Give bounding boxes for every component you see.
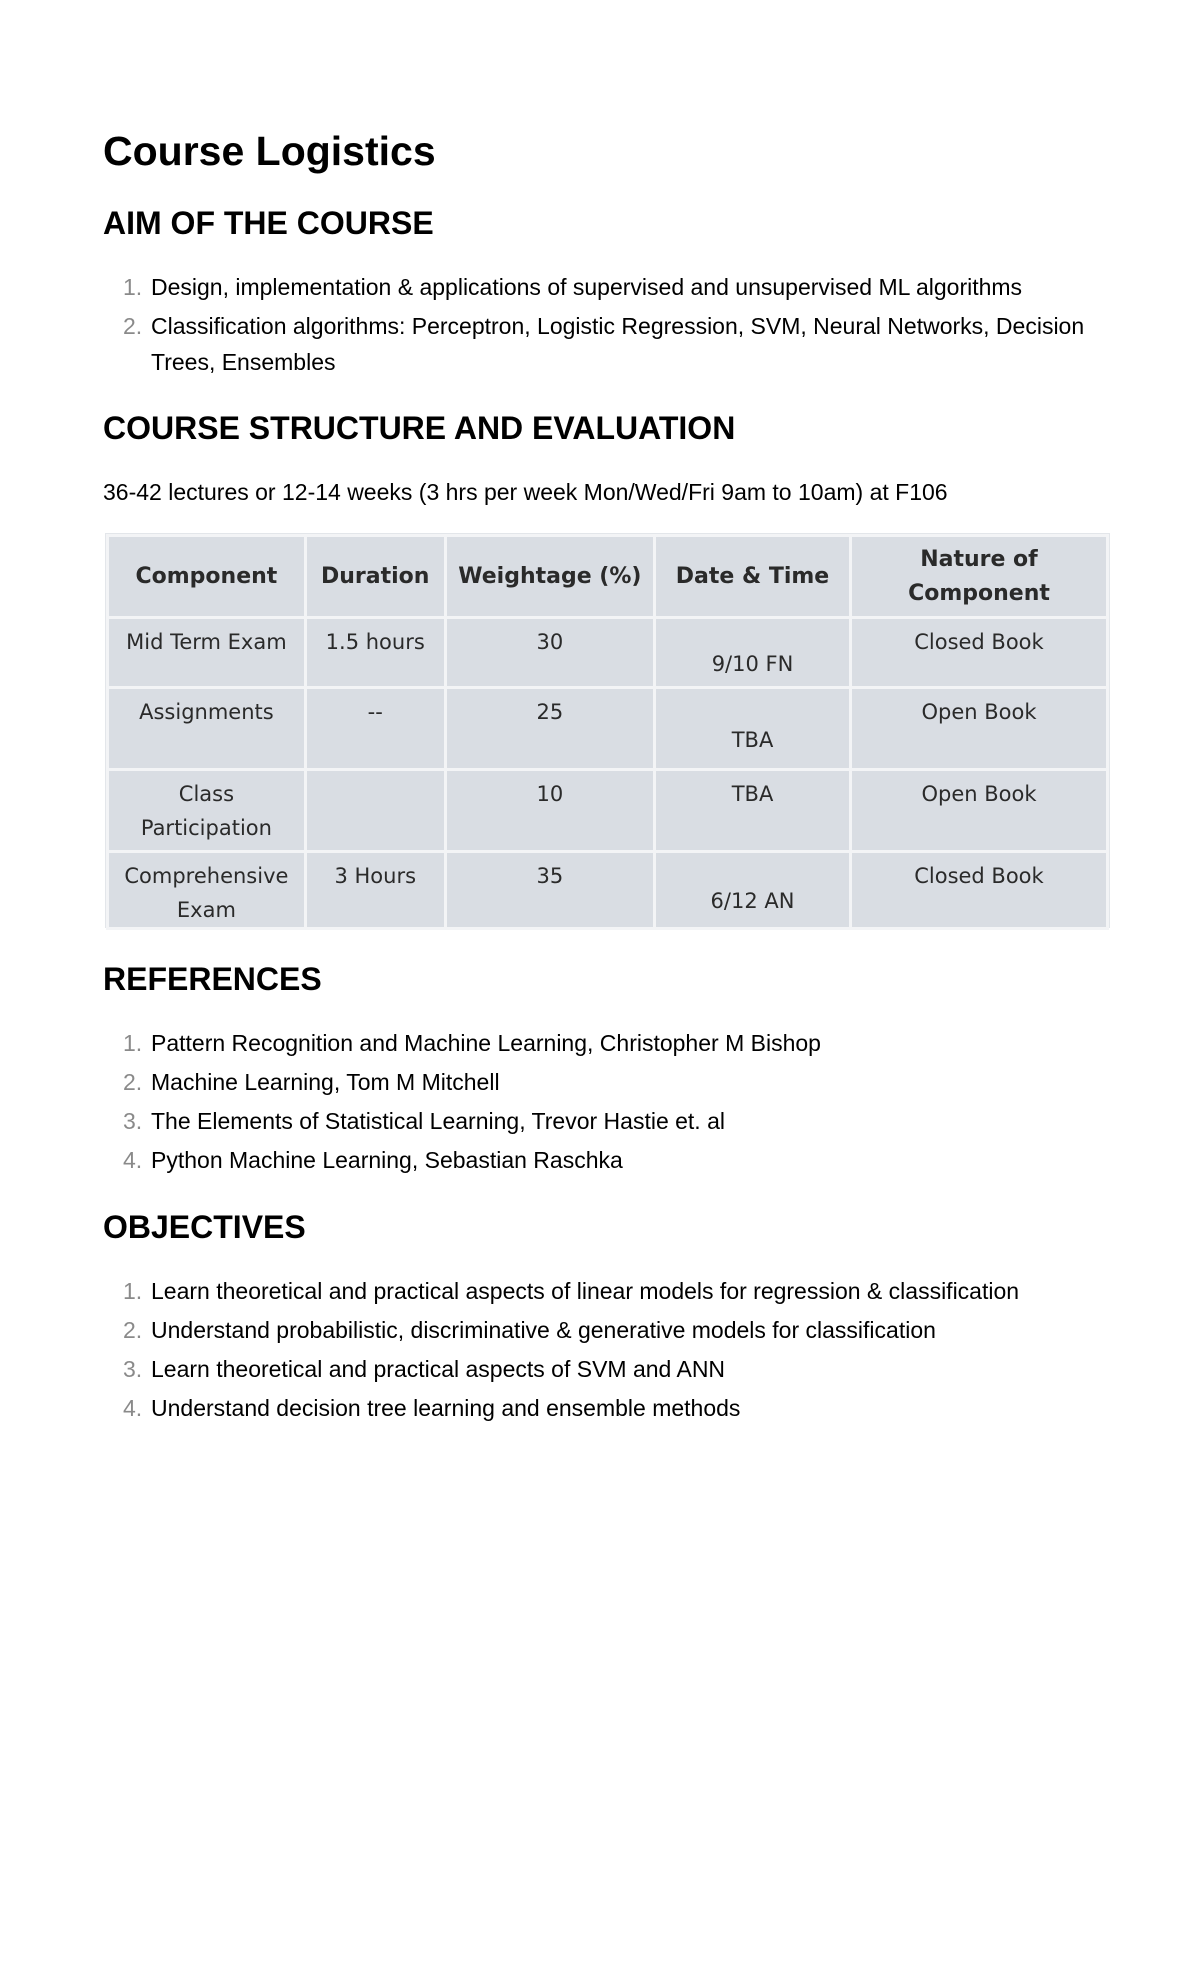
page-title: Course Logistics [103, 128, 436, 174]
table-header-row [108, 536, 1108, 618]
table-row [108, 770, 1108, 852]
table-cell: 6/12 AN [655, 852, 851, 929]
list-item-text: Understand probabilistic, discriminative & generative models for classification [151, 1317, 936, 1343]
reference-item [103, 1103, 1113, 1139]
objective-item [103, 1351, 1113, 1387]
list-number: 3. [123, 1356, 143, 1382]
table-cell: Assignments [108, 688, 306, 770]
table-cell: Open Book [850, 688, 1107, 770]
table-cell: TBA [655, 688, 851, 770]
aim-heading: AIM OF THE COURSE [103, 205, 434, 241]
reference-item [103, 1025, 1113, 1061]
list-number: 4. [123, 1147, 143, 1173]
list-item-text: Python Machine Learning, Sebastian Raschka [151, 1147, 623, 1173]
list-item-text: Pattern Recognition and Machine Learning, Christopher M Bishop [151, 1030, 821, 1056]
column-header: Duration [305, 536, 445, 618]
table-row [108, 618, 1108, 688]
list-number: 4. [123, 1395, 143, 1421]
aim-item [103, 269, 1113, 305]
list-number: 2. [123, 1317, 143, 1343]
table-cell: -- [305, 688, 445, 770]
list-item-text: Machine Learning, Tom M Mitchell [151, 1069, 500, 1095]
reference-item [103, 1064, 1113, 1100]
objectives-list [103, 1273, 1113, 1429]
list-item-text: Learn theoretical and practical aspects of linear models for regression & classification [151, 1278, 1020, 1304]
table-cell: 25 [445, 688, 654, 770]
references-list [103, 1025, 1113, 1181]
list-number: 2. [123, 313, 143, 339]
table-cell: Closed Book [850, 852, 1107, 929]
objective-item [103, 1390, 1113, 1426]
column-header: Nature of Component [850, 536, 1107, 618]
table-cell: 35 [445, 852, 654, 929]
list-item-text: Design, implementation & applications of supervised and unsupervised ML algorithms [151, 274, 1023, 300]
table-cell: Class Participation [108, 770, 306, 852]
list-number: 1. [123, 1278, 143, 1304]
table-cell: 30 [445, 618, 654, 688]
table-cell: Closed Book [850, 618, 1107, 688]
reference-item [103, 1142, 1113, 1178]
table-cell: TBA [655, 770, 851, 852]
list-number: 2. [123, 1069, 143, 1095]
table-cell [305, 770, 445, 852]
references-heading: REFERENCES [103, 961, 322, 997]
table-row [108, 688, 1108, 770]
table-cell: Mid Term Exam [108, 618, 306, 688]
table-cell: 10 [445, 770, 654, 852]
table-cell: 3 Hours [305, 852, 445, 929]
evaluation-table-image [105, 533, 1110, 928]
aim-list [103, 269, 1113, 383]
list-number: 1. [123, 1030, 143, 1056]
list-item-text: Classification algorithms: Perceptron, Logistic Regression, SVM, Neural Networks, Decision Trees, Ensembles [151, 313, 1085, 375]
column-header: Date & Time [655, 536, 851, 618]
list-item-text: Understand decision tree learning and ensemble methods [151, 1395, 741, 1421]
schedule-text: 36-42 lectures or 12-14 weeks (3 hrs per week Mon/Wed/Fri 9am to 10am) at F106 [103, 479, 948, 505]
column-header: Component [108, 536, 306, 618]
table-cell: Comprehensive Exam [108, 852, 306, 929]
list-item-text: The Elements of Statistical Learning, Trevor Hastie et. al [151, 1108, 725, 1134]
table-cell: 1.5 hours [305, 618, 445, 688]
evaluation-table [106, 534, 1109, 930]
objective-item [103, 1312, 1113, 1348]
list-number: 3. [123, 1108, 143, 1134]
table-cell: 9/10 FN [655, 618, 851, 688]
structure-heading: COURSE STRUCTURE AND EVALUATION [103, 410, 736, 446]
table-row [108, 852, 1108, 929]
objective-item [103, 1273, 1113, 1309]
column-header: Weightage (%) [445, 536, 654, 618]
aim-item [103, 308, 1113, 380]
list-item-text: Learn theoretical and practical aspects of SVM and ANN [151, 1356, 726, 1382]
list-number: 1. [123, 274, 143, 300]
table-cell: Open Book [850, 770, 1107, 852]
objectives-heading: OBJECTIVES [103, 1209, 306, 1245]
